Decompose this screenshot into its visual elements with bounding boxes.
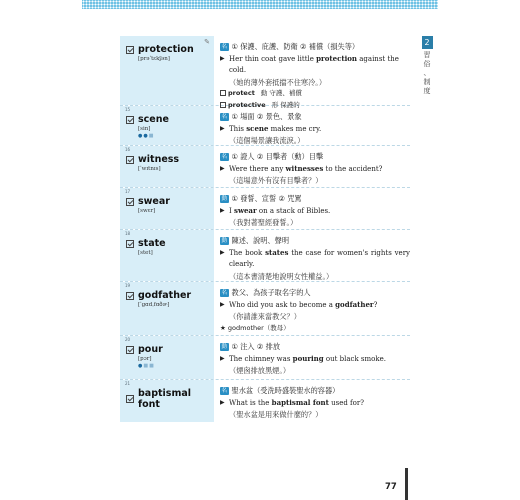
pencil-icon: ✎ xyxy=(204,38,210,46)
example-en: Were there any witnesses to the accident? xyxy=(229,163,383,173)
pos-badge: 名 xyxy=(221,44,228,50)
pos-badge: 動 xyxy=(221,238,228,244)
chapter-number: 2 xyxy=(422,36,433,49)
pos-badge: 名 xyxy=(221,154,228,160)
entry-definition-cell xyxy=(214,336,410,379)
entry-word-cell xyxy=(120,106,214,145)
entry-number: 20 xyxy=(125,337,131,342)
entry-number: 21 xyxy=(125,381,131,386)
checkbox-icon[interactable] xyxy=(126,240,134,248)
phonetic: [prəˈtɛkʃən] xyxy=(138,56,170,62)
headword: swear xyxy=(138,196,170,207)
example-en: Who did you ask to become a godfather? xyxy=(229,299,378,309)
entry-baptismal-font xyxy=(120,380,410,422)
phonetic: [pɔr] xyxy=(138,356,152,362)
definition: ① 注入 ② 排放 xyxy=(231,342,281,351)
example-zh: （煙囪排放黑煙。） xyxy=(229,366,291,375)
triangle-icon: ▶ xyxy=(220,354,225,362)
chapter-label: 習 俗 、 制 度 xyxy=(423,51,431,95)
headword: protection xyxy=(138,44,194,55)
example-zh: （這場意外有沒有目擊者？） xyxy=(229,176,323,185)
example-zh: （這本書清楚地說明女性權益。） xyxy=(229,271,334,281)
frequency-dots-icon: ●●■ xyxy=(138,133,155,139)
definition: ① 保護、庇護、防衛 ② 補償（損失等） xyxy=(231,42,360,51)
vocab-list xyxy=(120,36,410,422)
entry-godfather xyxy=(120,282,410,336)
entry-number: 19 xyxy=(125,283,131,288)
entry-number: 15 xyxy=(125,107,131,112)
page-number: 77 xyxy=(385,482,397,492)
entry-definition-cell xyxy=(214,380,410,422)
pos-badge: 名 xyxy=(221,290,228,296)
checkbox-icon[interactable] xyxy=(126,198,134,206)
checkbox-icon[interactable] xyxy=(126,156,134,164)
phonetic: [sin] xyxy=(138,126,151,132)
entry-definition-cell xyxy=(214,230,410,281)
example-en: I swear on a stack of Bibles. xyxy=(229,205,331,215)
example-en: This scene makes me cry. xyxy=(229,123,322,133)
headword: scene xyxy=(138,114,169,125)
top-dotted-bar xyxy=(82,0,438,9)
entry-definition-cell xyxy=(214,36,410,109)
entry-word-cell xyxy=(120,36,214,105)
definition: 聖水盆（受洗時盛裝聖水的容器） xyxy=(231,386,340,395)
headword: state xyxy=(138,238,166,249)
entry-word-cell xyxy=(120,230,214,281)
headword: pour xyxy=(138,344,163,355)
pos-badge: 名 xyxy=(221,114,228,120)
headword: baptismal font xyxy=(138,388,192,410)
pos-badge: 動 xyxy=(221,196,228,202)
entry-pour xyxy=(120,336,410,380)
pos-badge: 動 xyxy=(221,344,228,350)
star-icon: ★ xyxy=(220,323,228,332)
definition: 陳述、說明、聲明 xyxy=(231,236,290,245)
entry-witness xyxy=(120,146,410,188)
example-zh: （她的薄外套抵擋不住寒冷。） xyxy=(229,77,327,87)
example-en: Her thin coat gave little protection against the cold. xyxy=(229,53,399,74)
entry-number: 16 xyxy=(125,147,131,152)
checkbox-icon[interactable] xyxy=(126,395,134,403)
definition: ① 發誓、宣誓 ② 咒罵 xyxy=(231,194,302,203)
related-word: protective 形 保護的 xyxy=(220,100,410,112)
frequency-dots-icon: ●■■ xyxy=(138,363,155,369)
example-zh: （你請誰來當教父？） xyxy=(229,312,301,321)
checkbox-icon[interactable] xyxy=(126,292,134,300)
phonetic: [ˈwɪtnɪs] xyxy=(138,166,161,172)
entry-definition-cell xyxy=(214,106,410,145)
entry-word-cell xyxy=(120,282,214,335)
entry-definition-cell xyxy=(214,146,410,187)
checkbox-icon[interactable] xyxy=(126,346,134,354)
triangle-icon: ▶ xyxy=(220,248,225,256)
related-word: protect 動 守護、補償 xyxy=(220,88,410,100)
phonetic: [swɛr] xyxy=(138,208,156,214)
entry-definition-cell xyxy=(214,188,410,229)
triangle-icon: ▶ xyxy=(220,124,225,132)
entry-scene xyxy=(120,106,410,146)
entry-word-cell xyxy=(120,146,214,187)
example-zh: （我對著聖經發誓。） xyxy=(229,218,298,227)
entry-swear xyxy=(120,188,410,230)
headword: godfather xyxy=(138,290,192,301)
definition: 教父、為孩子取名字的人 xyxy=(231,288,311,297)
entry-protection xyxy=(120,36,410,109)
definition: ① 場面 ② 景色、景象 xyxy=(231,112,302,121)
phonetic: [stet] xyxy=(138,250,153,256)
example-en: The book states the case for women's rights very clearly. xyxy=(229,247,410,268)
entry-number: 18 xyxy=(125,231,131,236)
example-zh: （這個場景讓我流淚。） xyxy=(229,136,305,145)
entry-definition-cell xyxy=(214,282,410,335)
entry-state xyxy=(120,230,410,282)
pos-badge: 名 xyxy=(221,388,228,394)
entry-word-cell xyxy=(120,336,214,379)
checkbox-icon[interactable] xyxy=(126,46,134,54)
definition: ① 證人 ② 目擊者（動）目擊 xyxy=(231,152,324,161)
example-en: What is the baptismal font used for? xyxy=(229,397,364,407)
star-note: ★ godmother（教母） xyxy=(220,323,290,332)
entry-word-cell xyxy=(120,188,214,229)
triangle-icon: ▶ xyxy=(220,206,225,214)
chapter-side-tab[interactable] xyxy=(418,36,436,96)
example-en: The chimney was pouring out black smoke. xyxy=(229,353,386,363)
entry-word-cell xyxy=(120,380,214,422)
triangle-icon: ▶ xyxy=(220,164,225,172)
headword: witness xyxy=(138,154,180,165)
square-icon xyxy=(220,90,226,96)
triangle-icon: ▶ xyxy=(220,398,225,406)
example-zh: （聖水盆是用來做什麼的？） xyxy=(229,410,323,419)
checkbox-icon[interactable] xyxy=(126,116,134,124)
entry-number: 17 xyxy=(125,189,131,194)
triangle-icon: ▶ xyxy=(220,300,225,308)
phonetic: [ˈɡɑdˌfɑðɚ] xyxy=(138,302,170,308)
page-number-bar xyxy=(405,468,408,500)
triangle-icon: ▶ xyxy=(220,54,225,62)
